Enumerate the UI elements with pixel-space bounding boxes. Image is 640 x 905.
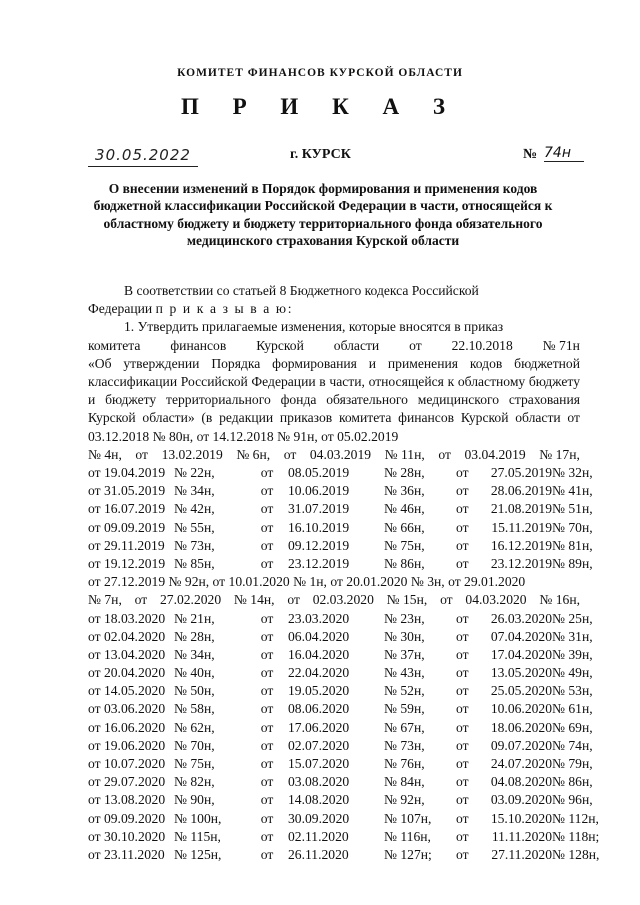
row-cell-date: 27.11.2020 [491,846,552,862]
row-cell: 08.05.2019 [288,465,350,480]
word: Курской [256,337,304,353]
order-number-label: № [523,147,538,162]
word: № 14н, [233,592,275,608]
amendment-line-feb-2019 [88,446,580,464]
row-cell-date: 25.05.2020 [490,683,552,699]
row-cell-date: 21.08.2019 [490,501,552,517]
row-cell [456,791,552,809]
row-cell: 17.06.2020 [288,719,350,735]
row-cell: от 19.06.2020 [88,737,166,753]
row-cell: № 75н, [174,756,215,772]
word: от [134,592,148,608]
amendment-row [88,464,593,482]
row-cell-prefix: от [456,483,469,499]
row-cell: от 14.05.2020 [88,683,166,699]
row-cell: 10.06.2019 [288,483,350,499]
row-cell: № 40н, [174,665,215,681]
row-cell: от [260,683,274,699]
row-cell: от [260,555,274,571]
row-cell: от 23.11.2020 [88,846,165,862]
row-cell: от 29.07.2020 [88,774,166,790]
amendment-row [88,628,593,646]
row-cell-prefix: от [456,501,469,517]
row-cell-prefix: от [456,628,469,644]
row-cell-prefix: от [456,719,469,735]
row-cell: № 61н, [552,701,593,717]
row-cell: № 73н, [174,537,215,553]
row-cell: от 19.12.2019 [88,555,166,571]
row-cell [456,828,552,846]
amendment-row [88,500,593,518]
word: от [135,446,148,462]
amendment-rows-b [88,610,600,865]
row-cell-prefix: от [456,537,469,553]
row-cell-date: 26.03.2020 [490,610,552,626]
row-cell: № 118н; [552,828,600,844]
row-cell: от 18.03.2020 [88,610,166,626]
row-cell: от 16.06.2020 [88,719,166,735]
row-cell: № 52н, [384,683,425,699]
row-cell-date: 17.04.2020 [490,646,552,662]
row-cell-date: 10.06.2020 [490,701,552,717]
row-cell: от 09.09.2020 [88,810,166,826]
row-cell-prefix: от [456,683,469,699]
row-cell: 23.03.2020 [288,610,350,626]
amendment-row [88,682,593,700]
amendment-row [88,828,600,846]
row-cell: 30.09.2020 [288,810,350,826]
row-cell: от 20.04.2020 [88,665,166,681]
row-cell-date: 11.11.2020 [491,828,552,844]
row-cell: № 107н, [384,810,432,826]
row-cell: 22.04.2020 [288,665,350,681]
row-cell: 02.07.2020 [288,737,350,753]
row-cell [456,773,552,791]
row-cell-date: 09.07.2020 [490,737,552,753]
row-cell: 19.05.2020 [288,683,350,699]
row-cell-prefix: от [456,792,469,808]
row-cell: от 19.04.2019 [88,465,166,480]
row-cell-date: 15.10.2020 [490,810,552,826]
row-cell: от [260,828,274,844]
row-cell [456,737,552,755]
row-cell: 23.12.2019 [288,555,350,571]
row-cell: от [260,519,274,535]
row-cell: № 43н, [384,665,425,681]
amendment-row [88,791,593,809]
row-cell: № 85н, [174,555,215,571]
row-cell: 03.08.2020 [288,774,350,790]
row-cell: № 75н, [384,537,425,553]
word: 03.04.2019 [464,446,526,462]
row-cell: № 55н, [174,519,215,535]
word: 02.03.2020 [312,592,374,608]
row-cell: № 50н, [174,683,215,699]
row-cell: № 22н, [174,465,215,480]
word: от [438,446,451,462]
row-cell-date: 24.07.2020 [490,756,552,772]
row-cell-date: 18.06.2020 [490,719,552,735]
row-cell: № 115н, [174,828,221,844]
row-cell [456,682,552,700]
row-cell-date: 28.06.2019 [490,483,552,499]
row-cell: от [260,465,274,480]
row-cell: № 125н, [174,846,222,862]
word: № 17н, [539,446,580,462]
row-cell: № 70н, [552,519,593,535]
row-cell: № 70н, [174,737,215,753]
word: 04.03.2019 [309,446,372,462]
row-cell: от [260,483,274,499]
word: комитета [88,337,141,353]
word: области [333,337,380,353]
amendment-line-feb-2020 [88,591,580,609]
row-cell [456,482,552,500]
row-cell-prefix: от [456,846,469,862]
amendment-row [88,555,593,573]
row-cell: от 13.04.2020 [88,646,166,662]
row-cell: № 46н, [384,501,425,517]
amendment-row [88,810,599,828]
row-cell: от 10.07.2020 [88,756,166,772]
row-cell-prefix: от [456,646,469,662]
word: 22.10.2018 [451,337,513,353]
row-cell: № 25н, [552,610,593,626]
word: финансов [170,337,227,353]
row-cell: от [260,665,274,681]
amendment-row [88,610,593,628]
row-cell: от 09.09.2019 [88,519,166,535]
row-cell-date: 23.12.2019 [490,555,552,571]
row-cell: № 92н, [384,792,425,808]
row-cell: № 127н; [384,846,432,862]
row-cell [456,719,552,737]
row-cell: от [260,610,274,626]
amendment-row [88,700,593,718]
row-cell: от 31.05.2019 [88,483,166,499]
row-cell: № 84н, [384,774,425,790]
row-cell-date: 04.08.2020 [490,774,552,790]
intro-line-2 [88,300,580,318]
row-cell: № 31н, [552,628,593,644]
row-cell: № 41н, [552,483,593,499]
row-cell [456,519,552,537]
row-cell: от [260,628,274,644]
row-cell-prefix: от [456,828,469,844]
row-cell: № 28н, [384,465,425,480]
row-cell: 16.04.2020 [288,646,350,662]
row-cell-date: 27.05.2019 [490,465,552,480]
row-cell: 08.06.2020 [288,701,350,717]
row-cell-prefix: от [456,610,469,626]
row-cell [456,555,552,573]
row-cell: № 59н, [384,701,425,717]
order-body [88,282,600,864]
order-date: 30.05.2022 [88,146,198,167]
row-cell: № 128н, [552,846,600,862]
row-cell-prefix: от [456,465,469,480]
row-cell: 02.11.2020 [288,828,349,844]
row-cell: от [260,846,274,862]
row-cell-date: 16.12.2019 [490,537,552,553]
word: от [283,446,297,462]
amendment-row [88,664,593,682]
row-cell: от 02.04.2020 [88,628,166,644]
row-cell: № 116н, [384,828,431,844]
row-cell: № 66н, [384,519,425,535]
row-cell [456,810,552,828]
paragraph-1-line-1: 1. Утвердить прилагаемые изменения, которые вносятся в приказ [124,319,504,335]
row-cell-prefix: от [456,665,469,681]
row-cell: № 86н, [384,555,425,571]
row-cell: 15.07.2020 [288,756,350,772]
row-cell: № 53н, [552,683,593,699]
row-cell [456,646,552,664]
row-cell: № 62н, [174,719,215,735]
row-cell: № 51н, [552,501,593,517]
row-cell: от 13.08.2020 [88,792,166,808]
row-cell: № 28н, [174,628,215,644]
word: 27.02.2020 [159,592,222,608]
row-cell-date: 07.04.2020 [490,628,552,644]
row-cell-prefix: от [456,774,469,790]
row-cell-prefix: от [456,756,469,772]
row-cell: от [260,501,274,517]
row-cell [456,537,552,555]
word: 04.03.2020 [465,592,527,608]
row-cell: № 69н, [552,719,593,735]
word: № 11н, [384,446,425,462]
row-cell [456,464,552,482]
row-cell: от [260,792,274,808]
word: от [409,337,422,353]
amendment-rows-a [88,464,593,573]
row-cell: от [260,774,274,790]
row-cell: № 76н, [384,756,425,772]
intro-federation: Федерации [88,301,153,317]
row-cell: от [260,646,274,662]
row-cell: № 100н, [174,810,222,826]
order-number: 74н [544,145,584,162]
row-cell: № 34н, [174,483,215,499]
row-cell: № 112н, [552,810,599,826]
row-cell: 06.04.2020 [288,628,350,644]
word: № 71н [542,337,580,353]
row-cell: № 23н, [384,610,425,626]
amendment-row [88,773,593,791]
word: № 6н, [236,446,271,462]
row-cell: № 79н, [552,756,593,772]
row-cell [456,610,552,628]
row-cell: № 34н, [174,646,215,662]
row-cell: № 30н, [384,628,425,644]
word: № 15н, [386,592,428,608]
amendment-row [88,537,593,555]
row-cell: от [260,537,274,553]
row-cell: от 29.11.2019 [88,537,165,553]
row-cell: № 36н, [384,483,425,499]
row-cell: № 37н, [384,646,425,662]
row-cell: № 73н, [384,737,425,753]
word: № 7н, [88,592,122,608]
row-cell: от [260,810,274,826]
paragraph-1-line-2 [88,337,580,355]
row-cell: № 21н, [174,610,215,626]
row-cell [456,628,552,646]
row-cell [456,700,552,718]
document-title: П Р И К А З [180,94,459,119]
row-cell [456,500,552,518]
amendment-row [88,519,593,537]
row-cell: от 30.10.2020 [88,828,166,844]
row-cell-prefix: от [456,810,469,826]
word: от [440,592,453,608]
row-cell: 14.08.2020 [288,792,350,808]
amendment-line-dec-2019: от 27.12.2019 № 92н, от 10.01.2020 № 1н, от 20.01.2020 № 3н, от 29.01.2020 [88,574,526,590]
row-cell: от [260,701,274,717]
paragraph-1-text: «Об утверждении Порядка формирования и применения кодов бюджетной классификации Российской Федерации в части, относящейся к областному бюджету и бюджету территориального фонда обязательного медицинского страхования Курской области» (в редакции приказов комитета финансов Курской области от 03.12.2018 № 80н, от 14.12.2018 № 91н, от 05.02.2019 [88,355,580,444]
row-cell: № 96н, [552,792,593,808]
row-cell: № 58н, [174,701,215,717]
row-cell: от [260,719,274,735]
order-city: г. КУРСК [290,147,351,162]
row-cell: № 42н, [174,501,215,517]
row-cell-prefix: от [456,737,469,753]
row-cell-prefix: от [456,519,469,535]
amendment-row [88,737,593,755]
amendment-row [88,482,593,500]
amendment-row [88,719,593,737]
row-cell-date: 15.11.2019 [491,519,552,535]
row-cell: № 86н, [552,774,593,790]
row-cell: № 39н, [552,646,593,662]
word: № 4н, [88,446,122,462]
row-cell: от [260,737,274,753]
row-cell: от 03.06.2020 [88,701,166,717]
word: 13.02.2019 [161,446,223,462]
row-cell-date: 03.09.2020 [490,792,552,808]
row-cell [456,664,552,682]
word: от [287,592,300,608]
amendment-row [88,846,600,864]
intro-order-word: п р и к а з ы в а ю: [155,301,294,317]
row-cell: № 81н, [552,537,593,553]
row-cell-prefix: от [456,701,469,717]
committee-name: КОМИТЕТ ФИНАНСОВ КУРСКОЙ ОБЛАСТИ [177,67,463,79]
row-cell: № 67н, [384,719,425,735]
order-subject: О внесении изменений в Порядок формирования и применения кодов бюджетной классификации Российской Федерации в части, относящейся к областному бюджету и бюджету территориального фонда обязательного медицинского страхования Курской области [93,181,553,248]
row-cell: № 49н, [552,665,593,681]
amendment-row [88,646,593,664]
row-cell-date: 13.05.2020 [490,665,552,681]
row-cell: № 74н, [552,737,593,753]
amendment-row [88,755,593,773]
row-cell: 16.10.2019 [288,519,350,535]
row-cell: № 89н, [552,555,593,571]
row-cell [456,846,552,864]
row-cell: 31.07.2019 [288,501,350,517]
row-cell: № 90н, [174,792,215,808]
row-cell: 09.12.2019 [288,537,350,553]
word: № 16н, [539,592,580,608]
row-cell: № 32н, [552,465,593,480]
row-cell: 26.11.2020 [288,846,349,862]
row-cell: № 82н, [174,774,215,790]
intro-line-1: В соответствии со статьей 8 Бюджетного кодекса Российской [124,283,479,298]
row-cell-prefix: от [456,555,469,571]
row-cell [456,755,552,773]
row-cell: от 16.07.2019 [88,501,166,517]
row-cell: от [260,756,274,772]
